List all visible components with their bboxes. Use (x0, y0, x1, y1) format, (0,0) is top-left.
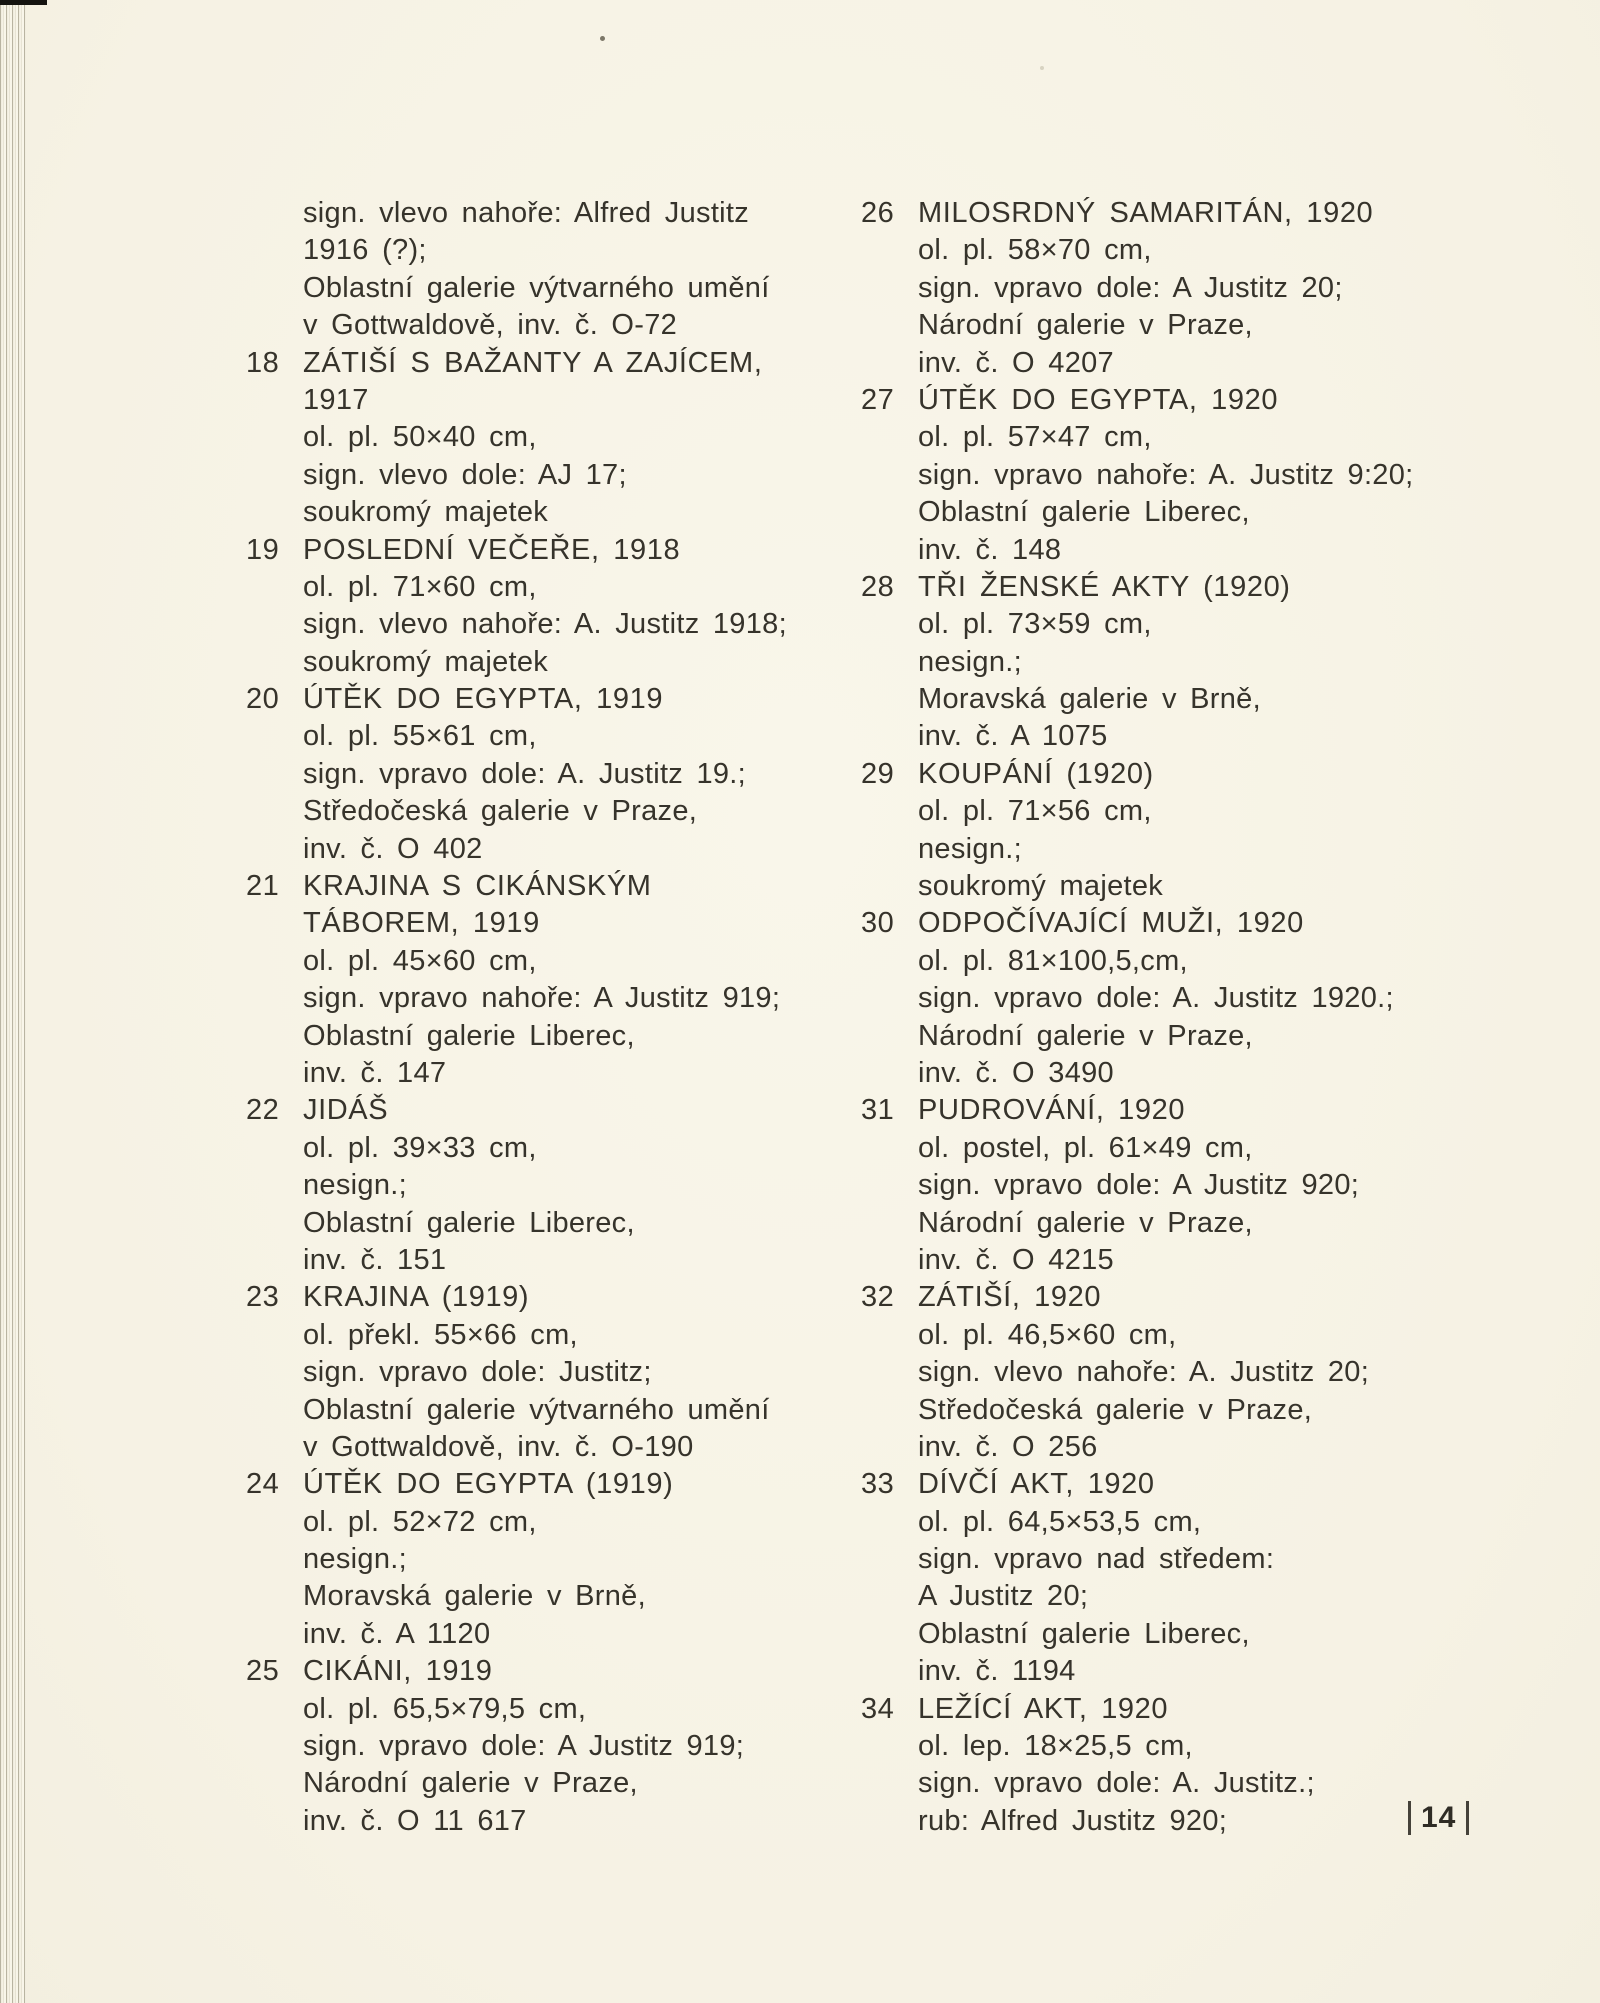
paper-speck (600, 36, 605, 41)
entry-line (918, 606, 1448, 643)
entry-line-text: ol. pl. 50×40 cm, (303, 421, 537, 454)
entry-line-text: inv. č. O 402 (303, 832, 483, 865)
entry-line-text: inv. č. 1194 (918, 1655, 1076, 1688)
entry-line-text: Středočeská galerie v Praze, (918, 1393, 1313, 1426)
entry-line-text: ol. pl. 46,5×60 cm, (918, 1318, 1177, 1351)
catalog-column-right (861, 195, 1448, 1840)
paper-speck (1040, 66, 1044, 70)
entry-line (303, 1167, 833, 1204)
entry-number: 33 (861, 1468, 895, 1501)
entry-line-text: inv. č. 148 (918, 533, 1062, 566)
entry-line-text: ZÁTIŠÍ S BAŽANTY A ZAJÍCEM, (303, 346, 763, 379)
entry-line-text: nesign.; (303, 1169, 407, 1202)
entry-line-text: Národní galerie v Praze, (918, 1019, 1253, 1052)
entry-line-text: ol. pl. 55×61 cm, (303, 720, 537, 753)
entry-line (918, 1130, 1448, 1167)
entry-line (918, 644, 1448, 681)
entry-line-text: ÚTĚK DO EGYPTA, 1919 (303, 683, 664, 716)
entry-title-line (246, 1653, 833, 1690)
entry-title-line (861, 195, 1448, 232)
entry-number: 34 (861, 1692, 895, 1725)
entry-line (303, 1765, 833, 1802)
entry-line (918, 718, 1448, 755)
entry-line (303, 1055, 833, 1092)
entry-line-text: ol. pl. 71×56 cm, (918, 795, 1152, 828)
entry-line-text: ol. postel, pl. 61×49 cm, (918, 1131, 1253, 1164)
entry-line (918, 1242, 1448, 1279)
entry-number: 21 (246, 870, 280, 903)
entry-line-text: CIKÁNI, 1919 (303, 1655, 493, 1688)
entry-line-text: sign. vpravo nahoře: A. Justitz 9:20; (918, 458, 1414, 491)
entry-line (303, 1354, 833, 1391)
entry-line-text: ol. pl. 71×60 cm, (303, 570, 537, 603)
entry-number: 22 (246, 1094, 280, 1127)
entry-line-text: inv. č. O 4215 (918, 1243, 1114, 1276)
entry-line (303, 195, 833, 232)
entry-line (918, 1429, 1448, 1466)
entry-line-text: KOUPÁNÍ (1920) (918, 757, 1154, 790)
entry-number: 27 (861, 383, 895, 416)
entry-number: 23 (246, 1281, 280, 1314)
page-number-box (1408, 1799, 1469, 1837)
entry-line (303, 569, 833, 606)
entry-line (918, 345, 1448, 382)
entry-line (918, 1803, 1448, 1840)
entry-line-text: soukromý majetek (303, 645, 549, 678)
entry-number: 32 (861, 1281, 895, 1314)
entry-line (303, 419, 833, 456)
entry-line-text: soukromý majetek (303, 496, 549, 529)
entry-title-line (246, 1466, 833, 1503)
entry-line (303, 1392, 833, 1429)
entry-line (918, 1541, 1448, 1578)
entry-line-text: sign. vpravo dole: A Justitz 20; (918, 271, 1343, 304)
entry-line-text: Oblastní galerie výtvarného umění (303, 271, 770, 304)
entry-line-text: ol. lep. 18×25,5 cm, (918, 1730, 1193, 1763)
entry-line (303, 232, 833, 269)
entry-line-text: ol. překl. 55×66 cm, (303, 1318, 578, 1351)
entry-line (303, 270, 833, 307)
entry-line (918, 1354, 1448, 1391)
entry-line (918, 532, 1448, 569)
page-number: 14 (1421, 1801, 1457, 1834)
entry-line-text: inv. č. A 1120 (303, 1617, 491, 1650)
entry-line-text: inv. č. 151 (303, 1243, 447, 1276)
entry-title-line (246, 345, 833, 382)
entry-line-text: Národní galerie v Praze, (918, 1206, 1253, 1239)
entry-line-text: nesign.; (918, 832, 1022, 865)
entry-line-text: TÁBOREM, 1919 (303, 907, 540, 940)
entry-line-text: sign. vlevo nahoře: Alfred Justitz (303, 197, 750, 229)
entry-title-line (246, 1279, 833, 1316)
entry-line (918, 793, 1448, 830)
entry-line (918, 1055, 1448, 1092)
entry-title-line (861, 756, 1448, 793)
entry-line (918, 831, 1448, 868)
entry-line-text: Moravská galerie v Brně, (918, 683, 1261, 716)
entry-line-text: JIDÁŠ (303, 1094, 389, 1127)
entry-line-text: Oblastní galerie Liberec, (918, 496, 1250, 529)
scan-page-edge-gutter (0, 0, 26, 2003)
entry-line-text: ol. pl. 81×100,5,cm, (918, 944, 1188, 977)
entry-title-line (246, 1092, 833, 1129)
entry-title-line (246, 681, 833, 718)
entry-line (303, 756, 833, 793)
entry-line-text: sign. vlevo nahoře: A. Justitz 20; (918, 1356, 1370, 1389)
entry-line-text: v Gottwaldově, inv. č. O-190 (303, 1430, 694, 1463)
entry-line (303, 1130, 833, 1167)
entry-line-text: inv. č. O 3490 (918, 1056, 1114, 1089)
entry-number: 29 (861, 757, 895, 790)
entry-line (918, 1167, 1448, 1204)
entry-line-text: ol. pl. 52×72 cm, (303, 1505, 537, 1538)
entry-line-text: DÍVČÍ AKT, 1920 (918, 1468, 1155, 1501)
entry-line (303, 494, 833, 531)
entry-title-line (861, 1466, 1448, 1503)
entry-line-text: LEŽÍCÍ AKT, 1920 (918, 1692, 1169, 1725)
entry-line (918, 943, 1448, 980)
entry-line-text: sign. vlevo nahoře: A. Justitz 1918; (303, 608, 787, 641)
entry-line-text: sign. vpravo dole: A. Justitz 1920.; (918, 982, 1394, 1015)
entry-line-text: POSLEDNÍ VEČEŘE, 1918 (303, 533, 681, 566)
entry-title-line (861, 382, 1448, 419)
entry-line (918, 457, 1448, 494)
entry-line-text: 1917 (303, 383, 369, 416)
entry-line (303, 1728, 833, 1765)
entry-line (918, 232, 1448, 269)
entry-line (918, 980, 1448, 1017)
entry-line (303, 644, 833, 681)
entry-line (303, 1205, 833, 1242)
entry-number: 28 (861, 570, 895, 603)
entry-title-line (861, 569, 1448, 606)
entry-line-text: ÚTĚK DO EGYPTA (1919) (303, 1468, 674, 1501)
entry-line-text: v Gottwaldově, inv. č. O-72 (303, 309, 678, 342)
entry-line (918, 1616, 1448, 1653)
entry-line-text: ol. pl. 57×47 cm, (918, 421, 1152, 454)
entry-line-text: sign. vpravo dole: A. Justitz 19.; (303, 757, 747, 790)
entry-line (918, 1728, 1448, 1765)
entry-line-text: nesign.; (303, 1543, 407, 1576)
entry-line-text: inv. č. A 1075 (918, 720, 1108, 753)
entry-number: 30 (861, 907, 895, 940)
entry-line (918, 1653, 1448, 1690)
entry-line-text: sign. vpravo nad středem: (918, 1543, 1275, 1576)
entry-line-text: Oblastní galerie Liberec, (303, 1019, 635, 1052)
entry-line-text: sign. vpravo nahoře: A Justitz 919; (303, 982, 781, 1015)
entry-line (303, 831, 833, 868)
entry-line (918, 270, 1448, 307)
entry-line (303, 793, 833, 830)
entry-line (303, 1691, 833, 1728)
entry-line (303, 382, 833, 419)
entry-line (303, 1242, 833, 1279)
entry-line (303, 980, 833, 1017)
entry-number: 20 (246, 683, 280, 716)
entry-line-text: inv. č. O 4207 (918, 346, 1114, 379)
entry-line (918, 1504, 1448, 1541)
entry-line-text: KRAJINA S CIKÁNSKÝM (303, 870, 652, 903)
entry-number: 25 (246, 1655, 280, 1688)
entry-line (303, 606, 833, 643)
entry-line-text: inv. č. O 256 (918, 1430, 1098, 1463)
entry-title-line (861, 1092, 1448, 1129)
entry-line (303, 457, 833, 494)
entry-number: 26 (861, 197, 895, 229)
entry-line (918, 1392, 1448, 1429)
entry-line (918, 1317, 1448, 1354)
entry-line (303, 1541, 833, 1578)
entry-line (918, 681, 1448, 718)
entry-line-text: A Justitz 20; (918, 1580, 1089, 1613)
entry-line (918, 1765, 1448, 1802)
entry-line-text: ol. pl. 73×59 cm, (918, 608, 1152, 641)
entry-line-text: sign. vpravo dole: A Justitz 920; (918, 1169, 1360, 1202)
entry-number: 24 (246, 1468, 280, 1501)
entry-line-text: Oblastní galerie výtvarného umění (303, 1393, 770, 1426)
entry-line (303, 1578, 833, 1615)
entry-line (303, 1504, 833, 1541)
entry-number: 19 (246, 533, 280, 566)
entry-title-line (246, 532, 833, 569)
entry-line-text: Národní galerie v Praze, (303, 1767, 638, 1800)
entry-line-text: rub: Alfred Justitz 920; (918, 1804, 1228, 1837)
entry-line-text: MILOSRDNÝ SAMARITÁN, 1920 (918, 197, 1374, 229)
entry-line (303, 718, 833, 755)
entry-title-line (861, 1691, 1448, 1728)
entry-line-text: ol. pl. 39×33 cm, (303, 1131, 537, 1164)
entry-title-line (861, 905, 1448, 942)
entry-line-text: PUDROVÁNÍ, 1920 (918, 1094, 1186, 1127)
entry-line (918, 1205, 1448, 1242)
entry-line (918, 868, 1448, 905)
entry-line (303, 943, 833, 980)
entry-line-text: inv. č. O 11 617 (303, 1804, 527, 1837)
entry-line-text: ODPOČÍVAJÍCÍ MUŽI, 1920 (918, 907, 1304, 940)
entry-line (918, 1018, 1448, 1055)
entry-line-text: sign. vlevo dole: AJ 17; (303, 458, 627, 491)
entry-number: 31 (861, 1094, 895, 1127)
entry-line-text: sign. vpravo dole: A. Justitz.; (918, 1767, 1315, 1800)
entry-line-text: Středočeská galerie v Praze, (303, 795, 698, 828)
entry-line-text: 1916 (?); (303, 234, 427, 267)
entry-line (303, 1018, 833, 1055)
entry-line-text: Národní galerie v Praze, (918, 309, 1253, 342)
entry-line-text: TŘI ŽENSKÉ AKTY (1920) (918, 570, 1291, 603)
entry-line (303, 1803, 833, 1840)
entry-line (918, 494, 1448, 531)
entry-line (918, 1578, 1448, 1615)
entry-line-text: ÚTĚK DO EGYPTA, 1920 (918, 383, 1279, 416)
entry-line (303, 1429, 833, 1466)
page-number-bar-left (1408, 1801, 1411, 1835)
entry-line-text: ol. pl. 58×70 cm, (918, 234, 1152, 267)
entry-line-text: ol. pl. 45×60 cm, (303, 944, 537, 977)
entry-line-text: ol. pl. 65,5×79,5 cm, (303, 1692, 587, 1725)
entry-title-line (861, 1279, 1448, 1316)
entry-line-text: ol. pl. 64,5×53,5 cm, (918, 1505, 1202, 1538)
entry-line-text: Oblastní galerie Liberec, (303, 1206, 635, 1239)
scan-corner-mark (0, 0, 47, 5)
entry-line (303, 307, 833, 344)
entry-line-text: soukromý majetek (918, 870, 1164, 903)
entry-line-text: sign. vpravo dole: A Justitz 919; (303, 1730, 745, 1763)
catalog-column-left (246, 195, 833, 1840)
entry-line-text: sign. vpravo dole: Justitz; (303, 1356, 652, 1389)
entry-line-text: Oblastní galerie Liberec, (918, 1617, 1250, 1650)
entry-line-text: Moravská galerie v Brně, (303, 1580, 646, 1613)
entry-line-text: KRAJINA (1919) (303, 1281, 530, 1314)
entry-title-line (246, 868, 833, 905)
page-number-bar-right (1466, 1801, 1469, 1835)
entry-line (918, 419, 1448, 456)
entry-line (918, 307, 1448, 344)
entry-line-text: nesign.; (918, 645, 1022, 678)
entry-line-text: inv. č. 147 (303, 1056, 447, 1089)
entry-number: 18 (246, 346, 280, 379)
entry-line (303, 1317, 833, 1354)
entry-line-text: ZÁTIŠÍ, 1920 (918, 1281, 1102, 1314)
entry-line (303, 905, 833, 942)
entry-line (303, 1616, 833, 1653)
